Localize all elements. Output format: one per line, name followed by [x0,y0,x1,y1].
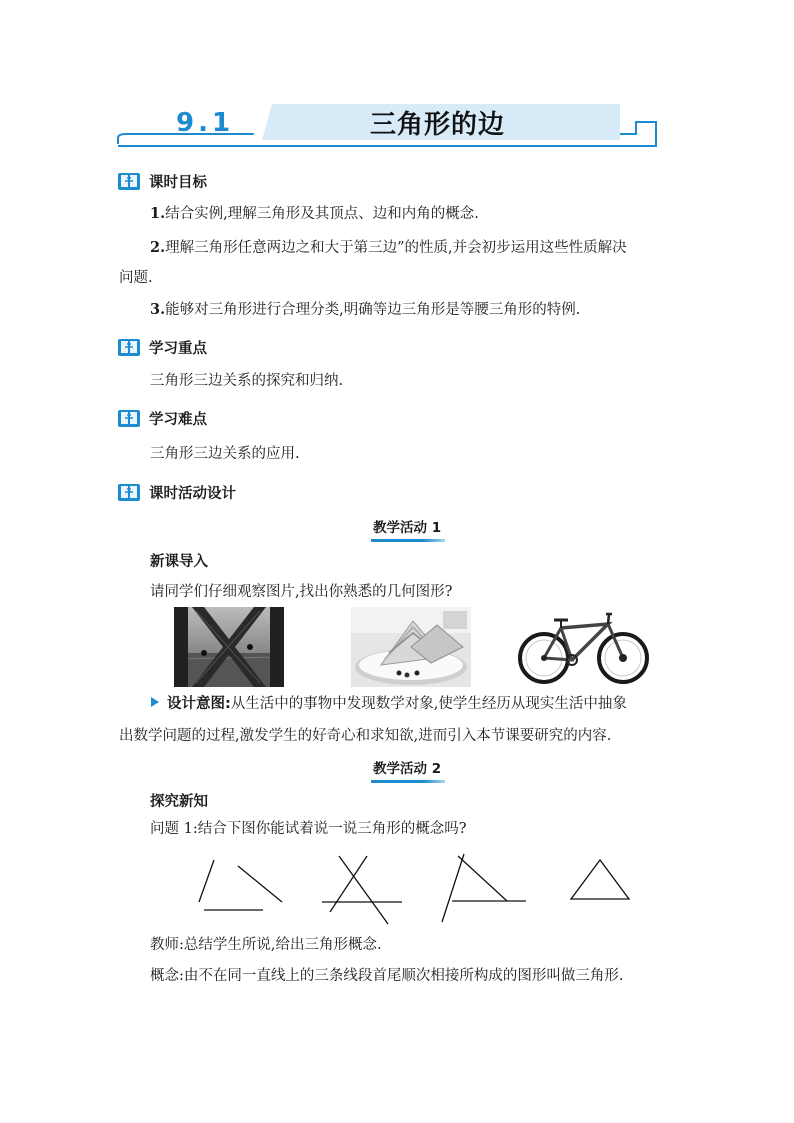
section-label: 课时目标 [149,174,207,191]
sandwich-photo [351,607,471,687]
teacher-note: 教师:总结学生所说,给出三角形概念. [150,937,382,953]
section-label: 学习重点 [149,340,207,357]
section-key-points [118,336,207,358]
tower-photo [174,607,284,687]
figure-2-crossing-segments [322,856,402,924]
book-icon [118,482,140,502]
activity-2-title: 教学活动 2 [373,757,441,781]
section-objectives [118,170,207,192]
objective-1: 1.结合实例,理解三角形及其顶点、边和内角的概念. [150,205,479,222]
question-1: 问题 1:结合下图你能试着说一说三角形的概念吗? [150,821,467,837]
chapter-title: 三角形的边 [370,110,506,140]
design-intent: 设计意图:从生活中的事物中发现数学对象,使学生经历从现实生活中抽象 [151,693,676,715]
chapter-number: 9.1 [176,108,235,138]
figure-3-partial-segments [442,854,526,922]
activity-1-prompt: 请同学们仔细观察图片,找出你熟悉的几何图形? [150,584,453,600]
activity-1-title: 教学活动 1 [373,516,441,540]
section-label: 学习难点 [149,411,207,428]
concept-definition: 概念:由不在同一直线上的三条线段首尾顺次相接所构成的图形叫做三角形. [150,968,624,984]
figure-1-separate-segments [199,860,282,910]
book-icon [118,171,140,191]
section-activity-design [118,481,236,503]
objective-2-continued: 问题. [119,270,153,286]
key-points-text: 三角形三边关系的探究和归纳. [150,373,344,389]
book-icon [118,337,140,357]
objective-3: 3.能够对三角形进行合理分类,明确等边三角形是等腰三角形的特例. [150,301,581,318]
triangle-figures [190,846,650,926]
bicycle-photo [516,606,651,688]
triangle-bullet-icon [151,697,159,707]
section-label: 课时活动设计 [149,485,236,502]
figure-4-triangle [571,860,629,899]
difficulties-text: 三角形三边关系的应用. [150,446,300,462]
section-difficulties [118,407,207,429]
activity-1-subhead: 新课导入 [150,554,208,570]
book-icon [118,408,140,428]
design-intent-continued: 出数学问题的过程,激发学生的好奇心和求知欲,进而引入本节课要研究的内容. [119,728,612,744]
objective-2: 2.理解三角形任意两边之和大于第三边”的性质,并会初步运用这些性质解决 [150,239,627,256]
activity-2-subhead: 探究新知 [150,794,208,810]
